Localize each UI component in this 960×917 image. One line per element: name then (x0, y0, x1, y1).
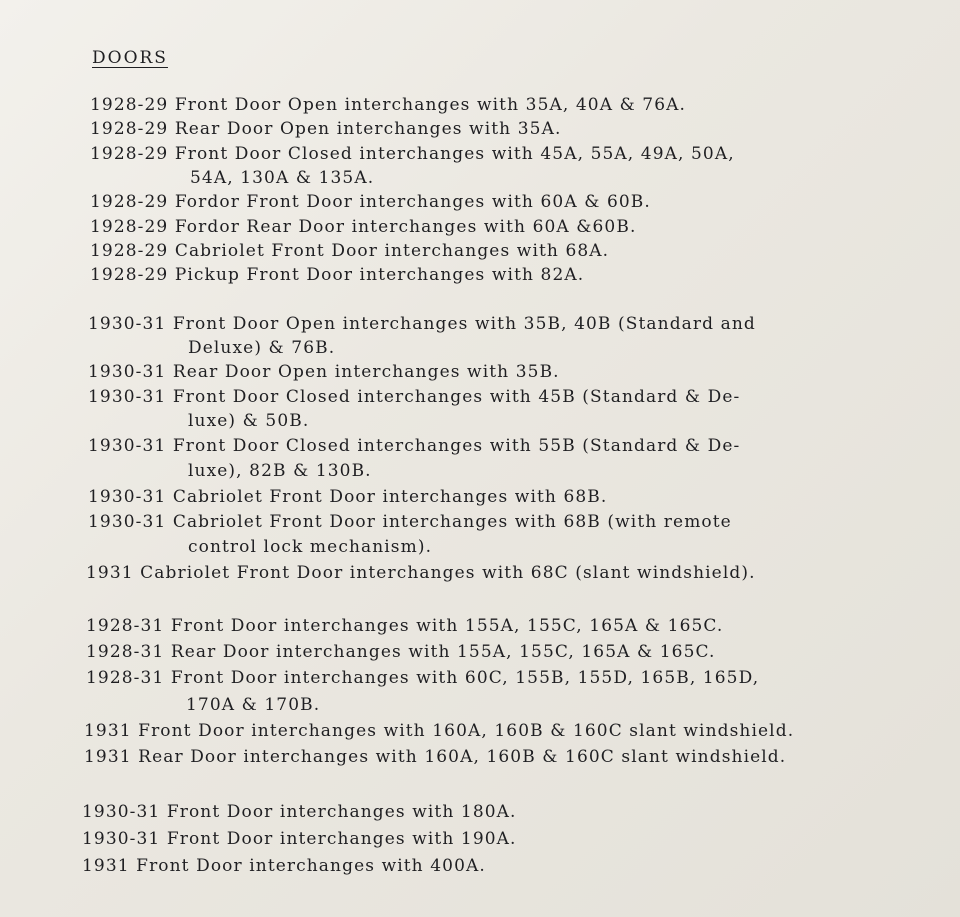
text-line-continuation: luxe) & 50B. (188, 411, 310, 431)
text-line: 1931 Cabriolet Front Door interchanges with 68C (slant windshield). (86, 563, 756, 583)
text-line-continuation: 170A & 170B. (186, 695, 321, 715)
text-line: 1930-31 Front Door Open interchanges with 35B, 40B (Standard and (88, 314, 756, 334)
text-line-continuation: luxe), 82B & 130B. (188, 461, 372, 481)
text-line: 1928-31 Front Door interchanges with 155A, 155C, 165A & 165C. (86, 616, 724, 636)
text-line: 1928-29 Front Door Open interchanges with 35A, 40A & 76A. (90, 95, 687, 115)
text-line: 1928-29 Rear Door Open interchanges with 35A. (90, 119, 562, 139)
text-line: 1931 Rear Door interchanges with 160A, 160B & 160C slant windshield. (84, 747, 787, 767)
text-line: 1930-31 Rear Door Open interchanges with 35B. (88, 362, 560, 382)
text-line: 1928-29 Fordor Rear Door interchanges with 60A &60B. (90, 217, 637, 237)
text-line-continuation: Deluxe) & 76B. (188, 338, 336, 358)
text-line: 1930-31 Front Door Closed interchanges with 45B (Standard & De- (88, 387, 741, 407)
text-line: 1928-31 Rear Door interchanges with 155A, 155C, 165A & 165C. (86, 642, 716, 662)
text-line: 1930-31 Cabriolet Front Door interchanges with 68B (with remote (88, 512, 732, 532)
text-line-continuation: control lock mechanism). (188, 537, 433, 557)
text-line-continuation: 54A, 130A & 135A. (190, 168, 375, 188)
text-line: 1930-31 Front Door Closed interchanges with 55B (Standard & De- (88, 436, 741, 456)
page-title: DOORS (92, 48, 168, 68)
text-line: 1928-29 Cabriolet Front Door interchanges with 68A. (90, 241, 610, 261)
text-line: 1930-31 Front Door interchanges with 190A. (82, 829, 517, 849)
text-line: 1931 Front Door interchanges with 160A, 160B & 160C slant windshield. (84, 721, 795, 741)
text-line: 1928-29 Fordor Front Door interchanges with 60A & 60B. (90, 192, 651, 212)
text-line: 1930-31 Front Door interchanges with 180A. (82, 802, 517, 822)
text-line: 1930-31 Cabriolet Front Door interchanges with 68B. (88, 487, 608, 507)
text-line: 1928-29 Pickup Front Door interchanges with 82A. (90, 265, 585, 285)
text-line: 1931 Front Door interchanges with 400A. (82, 856, 486, 876)
text-line: 1928-29 Front Door Closed interchanges with 45A, 55A, 49A, 50A, (90, 144, 735, 164)
text-line: 1928-31 Front Door interchanges with 60C, 155B, 155D, 165B, 165D, (86, 668, 760, 688)
